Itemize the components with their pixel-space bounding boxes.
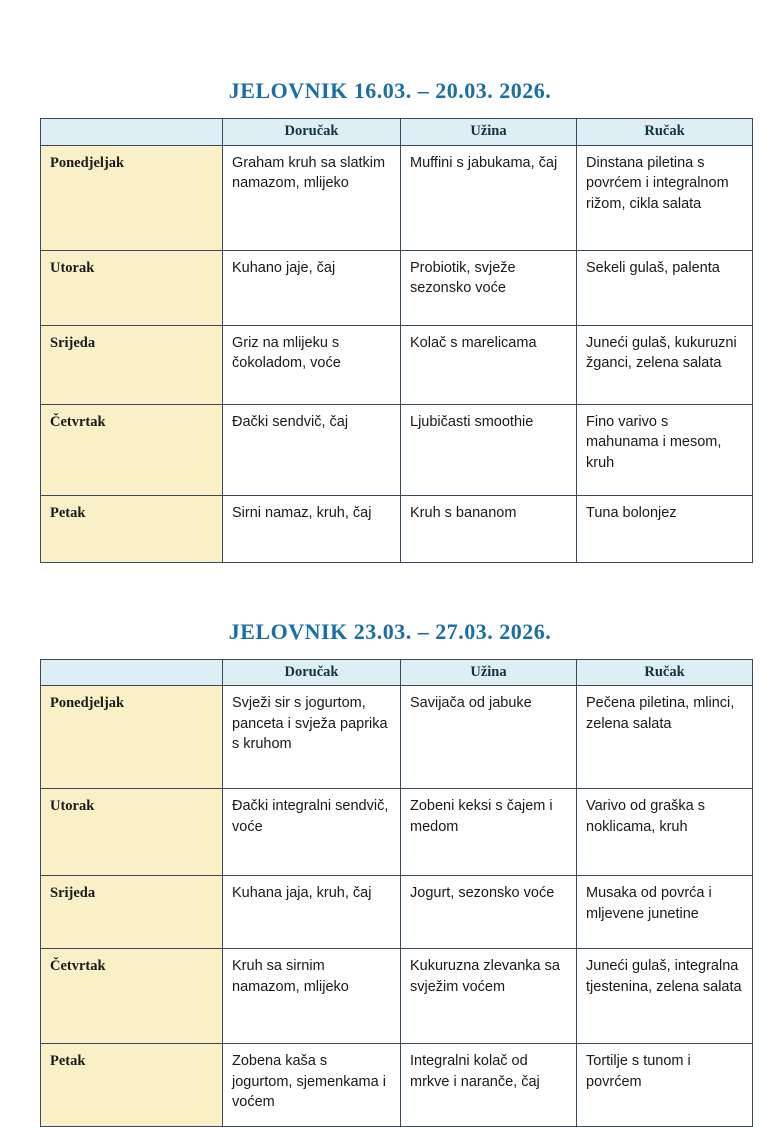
day-label: Petak <box>41 1044 223 1127</box>
meal-breakfast: Sirni namaz, kruh, čaj <box>223 495 401 562</box>
day-label: Srijeda <box>41 325 223 404</box>
meal-lunch: Varivo od graška s noklicama, kruh <box>577 789 753 876</box>
column-header-snack: Užina <box>401 659 577 686</box>
meal-lunch: Tortilje s tunom i povrćem <box>577 1044 753 1127</box>
meal-lunch: Sekeli gulaš, palenta <box>577 250 753 325</box>
column-header-lunch: Ručak <box>577 659 753 686</box>
meal-breakfast: Kuhano jaje, čaj <box>223 250 401 325</box>
day-label: Utorak <box>41 789 223 876</box>
day-label: Ponedjeljak <box>41 686 223 789</box>
table-row <box>41 1044 753 1127</box>
meal-breakfast: Kruh sa sirnim namazom, mlijeko <box>223 949 401 1044</box>
column-header-lunch: Ručak <box>577 119 753 146</box>
meal-lunch: Fino varivo s mahunama i mesom, kruh <box>577 404 753 495</box>
table-row <box>41 404 753 495</box>
meal-breakfast: Đački integralni sendvič, voće <box>223 789 401 876</box>
meal-lunch: Pečena piletina, mlinci, zelena salata <box>577 686 753 789</box>
meal-lunch: Musaka od povrća i mljevene junetine <box>577 876 753 949</box>
meal-snack: Integralni kolač od mrkve i naranče, čaj <box>401 1044 577 1127</box>
meal-snack: Zobeni keksi s čajem i medom <box>401 789 577 876</box>
day-label: Utorak <box>41 250 223 325</box>
menu-week-1 <box>40 0 737 563</box>
column-header-breakfast: Doručak <box>223 659 401 686</box>
table-row <box>41 325 753 404</box>
table-row <box>41 686 753 789</box>
meal-snack: Muffini s jabukama, čaj <box>401 145 577 250</box>
meal-lunch: Juneći gulaš, kukuruzni žganci, zelena salata <box>577 325 753 404</box>
meal-snack: Savijača od jabuke <box>401 686 577 789</box>
meal-lunch: Dinstana piletina s povrćem i integralnom rižom, cikla salata <box>577 145 753 250</box>
day-label: Ponedjeljak <box>41 145 223 250</box>
column-header-snack: Užina <box>401 119 577 146</box>
table-row <box>41 876 753 949</box>
menu-table-week-2 <box>40 659 753 1127</box>
table-row <box>41 495 753 562</box>
column-header-day <box>41 119 223 146</box>
meal-breakfast: Zobena kaša s jogurtom, sjemenkama i voćem <box>223 1044 401 1127</box>
meal-breakfast: Svježi sir s jogurtom, panceta i svježa paprika s kruhom <box>223 686 401 789</box>
meal-breakfast: Kuhana jaja, kruh, čaj <box>223 876 401 949</box>
table-row <box>41 789 753 876</box>
day-label: Srijeda <box>41 876 223 949</box>
table-row <box>41 949 753 1044</box>
meal-lunch: Juneći gulaš, integralna tjestenina, zelena salata <box>577 949 753 1044</box>
table-header-row <box>41 119 753 146</box>
menu-table-week-1 <box>40 118 753 563</box>
table-row <box>41 145 753 250</box>
meal-snack: Kruh s bananom <box>401 495 577 562</box>
meal-snack: Ljubičasti smoothie <box>401 404 577 495</box>
table-row <box>41 250 753 325</box>
meal-snack: Kolač s marelicama <box>401 325 577 404</box>
day-label: Četvrtak <box>41 949 223 1044</box>
page-title-week-2: JELOVNIK 23.03. – 27.03. 2026. <box>228 618 552 644</box>
meal-breakfast: Griz na mlijeku s čokoladom, voće <box>223 325 401 404</box>
page-title-week-1: JELOVNIK 16.03. – 20.03. 2026. <box>228 78 552 103</box>
column-header-day <box>41 659 223 686</box>
meal-snack: Jogurt, sezonsko voće <box>401 876 577 949</box>
meal-breakfast: Đački sendvič, čaj <box>223 404 401 495</box>
menu-week-2 <box>40 563 742 1127</box>
meal-breakfast: Graham kruh sa slatkim namazom, mlijeko <box>223 145 401 250</box>
meal-lunch: Tuna bolonjez <box>577 495 753 562</box>
day-label: Petak <box>41 495 223 562</box>
column-header-breakfast: Doručak <box>223 119 401 146</box>
table-header-row <box>41 659 753 686</box>
day-label: Četvrtak <box>41 404 223 495</box>
meal-snack: Kukuruzna zlevanka sa svježim voćem <box>401 949 577 1044</box>
meal-snack: Probiotik, svježe sezonsko voće <box>401 250 577 325</box>
